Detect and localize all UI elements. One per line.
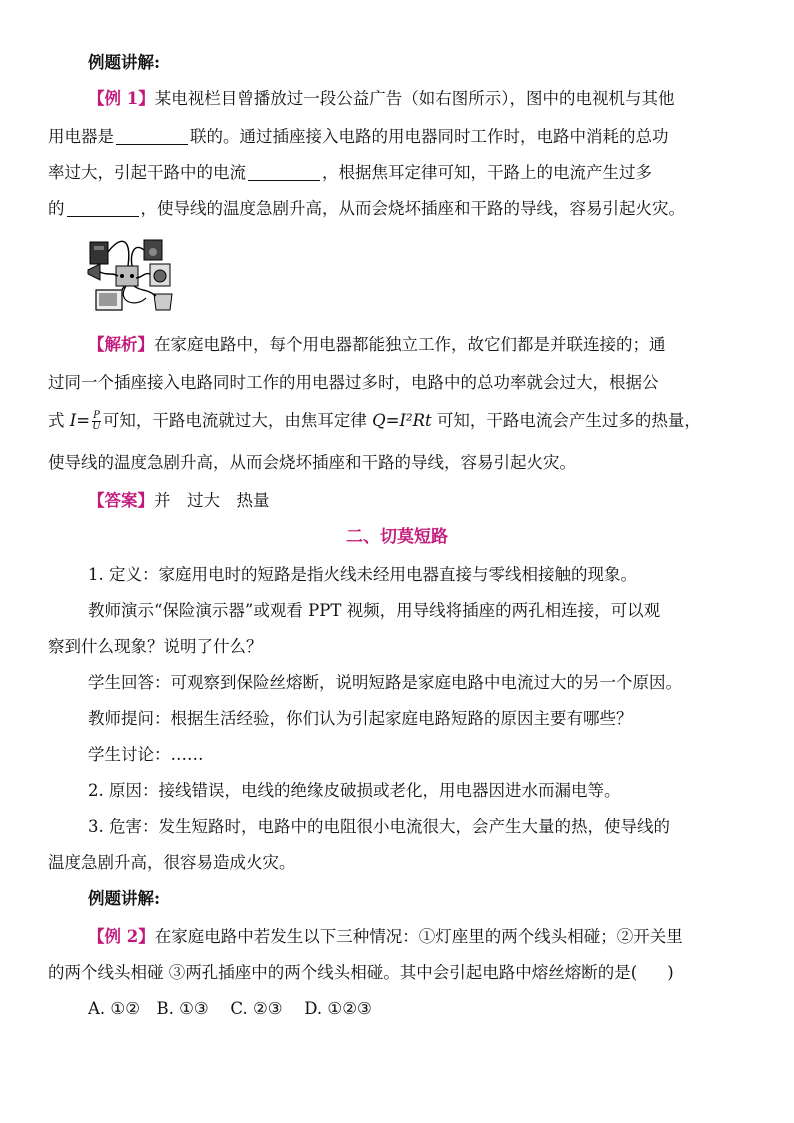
fraction-denominator: U [92,421,101,432]
analysis-line-1 [88,334,788,356]
example-heading-1: 例题讲解: [88,53,161,72]
cause-line: 2. 原因：接线错误，电线的绝缘皮破损或老化，用电器因进水而漏电等。 [88,781,621,800]
kettle-shape [154,294,172,310]
answer-text: 并 过大 热量 [154,491,270,510]
example-1-line-4 [48,198,748,220]
harm-line-2: 温度急剧升高，很容易造成火灾。 [48,853,296,872]
example-1-tag: 【例 1】 [88,89,155,108]
teacher-question-line: 教师提问：根据生活经验，你们认为引起家庭电路短路的原因主要有哪些？ [88,709,633,728]
analysis-line-3 [48,410,748,432]
example-2-text-1: 在家庭电路中若发生以下三种情况：①灯座里的两个线头相碰；②开关里 [154,927,683,946]
analysis-tag: 【解析】 [88,335,154,354]
example-heading-2: 例题讲解: [88,889,161,908]
analysis-text-1: 在家庭电路中，每个用电器都能独立工作，故它们都是并联连接的；通 [154,335,666,354]
student-answer-line: 学生回答：可观察到保险丝熔断，说明短路是家庭电路中电流过大的另一个原因。 [88,673,682,692]
definition-line: 1. 定义：家庭用电时的短路是指火线未经用电器直接与零线相接触的现象。 [88,565,637,584]
example-2-line-2 [48,962,748,984]
horn-shape [88,264,100,280]
speaker-shape [90,242,108,264]
demo-line-2: 察到什么现象？说明了什么？ [48,637,263,656]
formula-fraction [92,411,101,432]
formula-equals: = [76,411,91,430]
answer-blank-1 [116,128,188,145]
overloaded-socket-illustration [86,232,184,316]
formula-joule-law: Q=I²Rt [372,411,432,430]
harm-line-1: 3. 危害：发生短路时，电路中的电阻很小电流很大，会产生大量的热，使导线的 [88,817,670,836]
fraction-numerator: P [93,410,100,421]
analysis-line-4: 使导线的温度急剧升高，从而会烧坏插座和干路的导线，容易引起火灾。 [48,453,576,472]
section-2-title: 二、切莫短路 [346,527,448,547]
analysis-line-2: 过同一个插座接入电路同时工作的用电器过多时，电路中的总功率就会过大，根据公 [48,373,659,392]
example-1-text-1: 某电视栏目曾播放过一段公益广告（如右图所示），图中的电视机与其他 [154,89,675,108]
socket-shape [116,266,138,286]
answer-tag: 【答案】 [88,491,154,510]
example-1-text-4a: 的 [48,199,65,218]
analysis-text-3-pre: 式 [48,411,65,430]
answer-line [88,490,788,512]
example-1-text-4b: ，使导线的温度急剧升高，从而会烧坏插座和干路的导线，容易引起火灾。 [140,199,685,218]
example-1-line-2 [48,126,748,148]
example-1-text-3b: ，根据焦耳定律可知，干路上的电流产生过多 [322,163,652,182]
example-2-text-2: 的两个线头相碰 ③两孔插座中的两个线头相碰。其中会引起电路中熔丝熔断的是( [48,963,638,982]
example-2-line-1 [88,926,788,948]
example-2-tag: 【例 2】 [88,927,155,946]
analysis-text-3-mid: 可知，干路电流就过大，由焦耳定律 [102,411,367,430]
answer-blank-3 [67,200,139,217]
formula-current-symbol: I [69,411,77,430]
analysis-text-3-post: 可知，干路电流会产生过多的热量， [436,411,701,430]
example-1-line-1 [88,88,788,110]
demo-line-1: 教师演示“保险演示器”或观看 PPT 视频，用导线将插座的两孔相连接，可以观 [88,601,661,620]
answer-blank-2 [248,164,320,181]
example-2-options: A. ①② B. ①③ C. ②③ D. ①②③ [88,999,372,1018]
example-1-line-3 [48,162,748,184]
example-2-paren-close: ) [667,963,674,982]
example-1-text-2b: 联的。通过插座接入电路的用电器同时工作时，电路中消耗的总功 [190,127,669,146]
example-1-text-2a: 用电器是 [48,127,114,146]
student-discussion-line: 学生讨论：…… [88,745,204,764]
example-1-text-3a: 率过大，引起干路中的电流 [48,163,246,182]
